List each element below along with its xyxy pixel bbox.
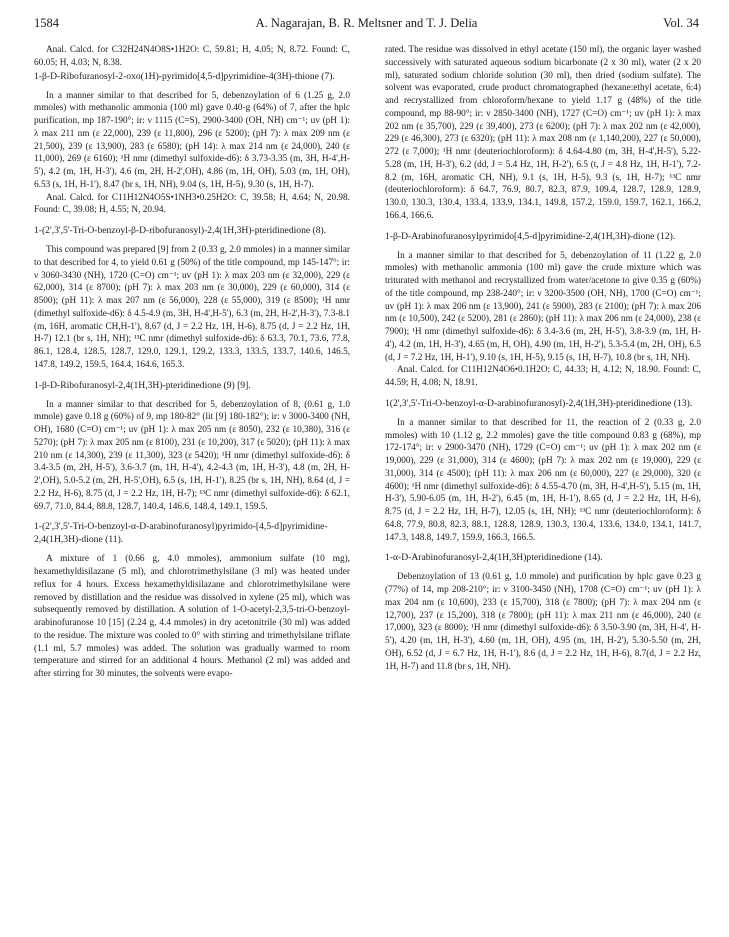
- section-heading: 1-β-D-Ribofuranosyl-2-oxo(1H)-pyrimido[4,5-d]pyrimidine-4(3H)-thione (7).: [34, 70, 335, 82]
- section-heading: 1-(2',3',5'-Tri-O-benzoyl-α-D-arabinofuranosyl)pyrimido-[4,5-d]pyrimidine-2,4(1H,3H)-dione (11).: [34, 521, 328, 546]
- section-heading: 1(2',3',5'-Tri-O-benzoyl-α-D-arabinofuranosyl)-2,4(1H,3H)-pteridinedione (13).: [385, 397, 693, 409]
- page-number: 1584: [34, 16, 59, 30]
- paragraph: Anal. Calcd. for C11H12N4O6•0.1H2O: C, 44.33; H, 4.12; N, 18.90. Found: C, 44.59; H, 4.08; N, 18.91.: [385, 365, 701, 388]
- paragraph: In a manner similar to that described for 5, debenzoylation of 6 (1.25 g, 2.0 mmoles) with methanolic ammonia (100 ml) gave 0.40-g (64%) of 7, after the hplc purification, mp 187-190°; ir: ν 1115 (C=S), 2900-3400 (OH, NH) cm⁻¹; uv (pH 1): λ max 211 nm (ε 22,000), 239 (ε 11,800), 296 (ε 5200); (pH 7): λ max 209 nm (ε 21,500), 239 (ε 13,900), 283 (ε 6580); (pH 14): λ max 214 nm (ε 24,000), 240 (ε 11,000), 269 (ε 6160); ¹H nmr (dimethyl sulfoxide-d6): δ 3.73-3.35 (m, 3H, H-4',H-5'), 4.2 (m, 1H, H-3'), 4.6 (m, 2H, H-2',OH), 4.86 (m, 1H, OH), 5.03 (m, 1H, OH), 6.53 (s, 1H, H-1'), 8.47 (br s, 1H, NH), 9.04 (s, 1H, H-5), 9.30 (s, 1H, H-7).: [34, 90, 350, 190]
- paragraph: This compound was prepared [9] from 2 (0.33 g, 2.0 mmoles) in a manner similar to that described for 4, to yield 0.61 g (50%) of the title compound, mp 145-147°; ir: ν 3060-3430 (NH), 1720 (C=O) cm⁻¹; uv (pH 1): λ max 203 nm (ε 32,000), 229 (ε 62,000), 314 (ε 8700); (pH 7): λ max 203 nm (ε 30,000), 229 (ε 60,000), 314 (ε 8500); (pH 11): λ max 207 nm (ε 56,000), 228 (ε 55,000), 319 (ε 8500); ¹H nmr (dimethyl sulfoxide-d6): δ 4.5-4.9 (m, 3H, H-4',H-5'), 6.3 (m, 2H, H-2',H-3'), 7.3-8.1 (m, 16H, aromatic CH,H-1'), 8.67 (d, J = 2.2 Hz, 1H, H-6), 8.75 (d, J = 2.2 Hz, 1H, H-7) 12.1 (br s, 1H, NH); ¹³C nmr (dimethyl sulfoxide-d6): δ 63.3, 70.1, 73.6, 77.8, 86.1, 128.4, 128.5, 128.7, 129.0, 129.1, 129.2, 133.3, 133.5, 133.7, 140.6, 146.5, 147.8, 149.2, 159.5, 164.4, 164.6, 165.3.: [34, 245, 350, 370]
- paragraph: Anal. Calcd. for C11H12N4O5S•1NH3•0.25H2O: C, 39.58; H, 4.64; N, 20.98. Found: C, 39.08; H, 4.55; N, 20.94.: [34, 192, 350, 216]
- paragraph: In a manner similar to that described for 11, the reaction of 2 (0.33 g, 2.0 mmoles) with 10 (1.12 g, 2.2 mmoles) gave the title compound 0.83 g (68%), mp 172-174°; ir: ν 2900-3470 (NH), 1729 (C=O) cm⁻¹; uv (pH 1): λ max 202 nm (ε 19,000), 229 (ε 31,000), 314 (ε 4600); (pH 7): λ max 202 nm (ε 19,000), 229 (ε 31,000), 314 (ε 4500); (pH 11): λ max 206 nm (ε 60,000), 227 (ε 29,000), 320 (ε 4600); ¹H nmr (dimethyl sulfoxide-d6): δ 4.55-4.70 (m, 3H, H-4',H-5'), 5.15 (m, 1H, H-3'), 5.90-6.05 (m, 1H, H-2'), 6.45 (m, 1H, H-1'), 8.65 (d, J = 2.2 Hz, 1H, H-6), 8.75 (d, J = 2.2 Hz, 1H, H-7), 12.05 (s, 1H, NH); ¹³C nmr (deuteriochloroform): δ 64.8, 77.9, 80.8, 82.3, 88.1, 128.8, 128.9, 130.3, 130.4, 133.6, 134.0, 134.1, 141.7, 147.3, 148.8, 149.7, 159.9, 166.3, 166.5.: [385, 417, 701, 543]
- section-heading: 1-(2',3',5'-Tri-O-benzoyl-β-D-ribofuranosyl)-2,4(1H,3H)-pteridinedione (8).: [34, 225, 327, 236]
- section-heading: 1-α-D-Arabinofuranosyl-2,4(1H,3H)pteridinedione (14).: [385, 552, 603, 564]
- paragraph: In a manner similar to that described for 5, debenzoylation of 11 (1.22 g, 2.0 mmoles) with methanolic ammonia (100 ml) gave the crude mixture which was triturated with methanol and recrystallized from water/acetone to give 0.35 g (60%) of the title compound, mp 238-240°; ir: ν 3200-3500 (OH, NH), 1700 (C=O) cm⁻¹; uv (pH 1): λ max 206 nm (ε 13,900), 241 (ε 5900), 283 (ε 2100); (pH 7): λ max 206 nm (ε 10,500), 242 (ε 5200), 281 (ε 2860); (pH 11): λ max 206 nm (ε 24,000), 238 (ε 7900); ¹H nmr (dimethyl sulfoxide-d6): δ 3.4-3.6 (m, 2H, H-5'), 3.8-3.9 (m, 1H, H-4'), 4.2 (m, 1H, H-3'), 4.65 (m, H, OH), 4.90 (m, 1H, H-2'), 5.3-5.4 (m, 2H, OH), 6.5 (d, J = 7.2 Hz, 1H, H-1'), 9.10 (s, 1H, H-5), 9.15 (s, 1H, H-7), 10.8 (br s, 1H, NH).: [385, 250, 701, 363]
- right-column: [385, 44, 701, 673]
- paragraph: In a manner similar to that described for 5, debenzoylation of 8, (0.61 g, 1.0 mmole) gave 0.18 g (60%) of 9, mp 180-82° (lit [9] 180-182°); ir: ν 3000-3400 (NH, OH), 1680 (C=O) cm⁻¹; uv (pH 1): λ max 205 nm (ε 8050), 232 (ε 10,380), 316 (ε 5270); (pH 7): λ max 205 nm (ε 8100), 231 (ε 10,200), 317 (ε 5020); (pH 11): λ max 210 nm (ε 14,300), 239 (ε 11,300), 323 (ε 5420); ¹H nmr (dimethyl sulfoxide-d6): δ 3.4-3.5 (m, 2H, H-5'), 3.6-3.7 (m, 1H, H-4'), 4.2-4.3 (m, 1H, H-3'), 4.8 (m, 2H, H-2',OH), 5.0-5.2 (m, 2H, H-5',OH), 6.5 (s, 1H, H-1'), 8.25 (br s, 1H, NH), 8.64 (d, J = 2.2 Hz, H-6), 8.75 (d, J = 2.2 Hz, 1H, H-7); ¹³C nmr (dimethyl sulfoxide-d6): δ 62.1, 69.7, 71.0, 84.4, 88.8, 128.7, 140.4, 146.6, 148.4, 149.1, 159.5.: [34, 399, 350, 512]
- paragraph: A mixture of 1 (0.66 g, 4.0 mmoles), ammonium sulfate (10 mg), hexamethyldisilazane (5 ml), and chlorotrimethylsilane (3 ml) was heated under reflux for 4 hours. Excess hexamethyldisilazane and chlorotrimethylsilane were removed by distillation and the residue was dissolved in xylene (25 ml), which was subsequently removed by distillation. A solution of 1-O-acetyl-2,3,5-tri-O-benzoyl-arabinofuranose 10 [15] (2.24 g, 4.4 mmoles) in dry acetonitrile (30 ml) was added to the residue. The mixture was cooled to 0° with stirring and trimethylsilane triflate (1.1 ml, 5.7 mmoles) was added. The solution was gradually warmed to room temperature and stirred for an additional 4 hours. Methanol (2 ml) was added and after stirring for 30 minutes, the solvents were evapo-: [34, 554, 350, 679]
- page-header: [34, 12, 699, 34]
- section-heading: 1-β-D-Ribofuranosyl-2,4(1H,3H)-pteridinedione (9) [9].: [34, 379, 251, 391]
- paragraph: Debenzoylation of 13 (0.61 g, 1.0 mmole) and purification by hplc gave 0.23 g (77%) of 14, mp 208-210°; ir: ν 3100-3450 (NH), 1708 (C=O) cm⁻¹; uv (pH 1): λ max 204 nm (ε 10,600), 233 (ε 15,700), 318 (ε 7800); (pH 7): λ max 204 nm (ε 12,700), 237 (ε 15,200), 318 (ε 7800); (pH 11): λ max 211 nm (ε 46,000), 240 (ε 17,000), 323 (ε 8000); ¹H nmr (dimethyl sulfoxide-d6): δ 3.50-3.90 (m, 3H, H-4', H-5'), 4.20 (m, 1H, H-3'), 4.60 (m, 1H, OH), 4.95 (m, 1H, H-2'), 5.30-5.50 (m, 2H, OH), 6.52 (d, J = 6.7 Hz, 1H, H-1'), 8.6 (d, J = 2.2 Hz, 1H, H-6), 8.7(d, J = 2.2 Hz, 1H, H-7) and 11.8 (br s, 1H, NH).: [385, 572, 701, 672]
- paragraph: rated. The residue was dissolved in ethyl acetate (150 ml), the organic layer washed successively with saturated aqueous sodium bicarbonate (2 x 30 ml), water (2 x 20 ml), saturated sodium chloride solution (30 ml), then dried (sodium sulfate). The solvent was evaporated, crude product chromatographed (hexane:ethyl acetate, 6:4) and recrystallized from chloroform/hexane to yield 1.17 g (48%) of the title compound, mp 88-90°; ir: ν 2850-3400 (NH), 1727 (C=O) cm⁻¹; uv (pH 1): λ max 202 nm (ε 35,700), 229 (ε 39,400), 273 (ε 6200); (pH 7): λ max 202 nm (ε 42,000), 229 (ε 46,300), 273 (ε 6320); (pH 11): λ max 208 nm (ε 1,140,200), 227 (ε 50,000), 272 (ε 7,000); ¹H nmr (deuteriochloroform): δ 4.64-4.80 (m, 3H, H-4',H-5'), 5.22-5.28 (m, 1H, H-3'), 6.2 (dd, J = 5.4 Hz, 1H, H-2'), 6.5 (t, J = 4.8 Hz, 1H, H-1'), 7.2-8.2 (m, 16H, aromatic CH, NH), 9.1 (s, 1H, H-5), 9.3 (s, 1H, H-7); ¹³C nmr (deuteriochloroform): δ 64.7, 76.9, 80.7, 82.3, 87.9, 109.4, 128.7, 128.9, 128.9, 130.0, 130.3, 130.4, 133.4, 133.9, 134.1, 149.8, 157.2, 159.0, 159.7, 162.1, 166.2, 166.4, 166.6.: [385, 45, 701, 221]
- section-heading: 1-β-D-Arabinofuranosylpyrimido[4,5-d]pyrimidine-2,4(1H,3H)-dione (12).: [385, 230, 676, 242]
- left-column: [34, 44, 350, 681]
- running-head-authors: A. Nagarajan, B. R. Meltsner and T. J. Delia: [255, 16, 478, 30]
- volume-label: Vol. 34: [663, 16, 699, 30]
- paragraph: Anal. Calcd. for C32H24N4O8S•1H2O: C, 59.81; H, 4.05; N, 8.72. Found: C, 60.05; H, 4.03; N, 8.38.: [34, 45, 350, 68]
